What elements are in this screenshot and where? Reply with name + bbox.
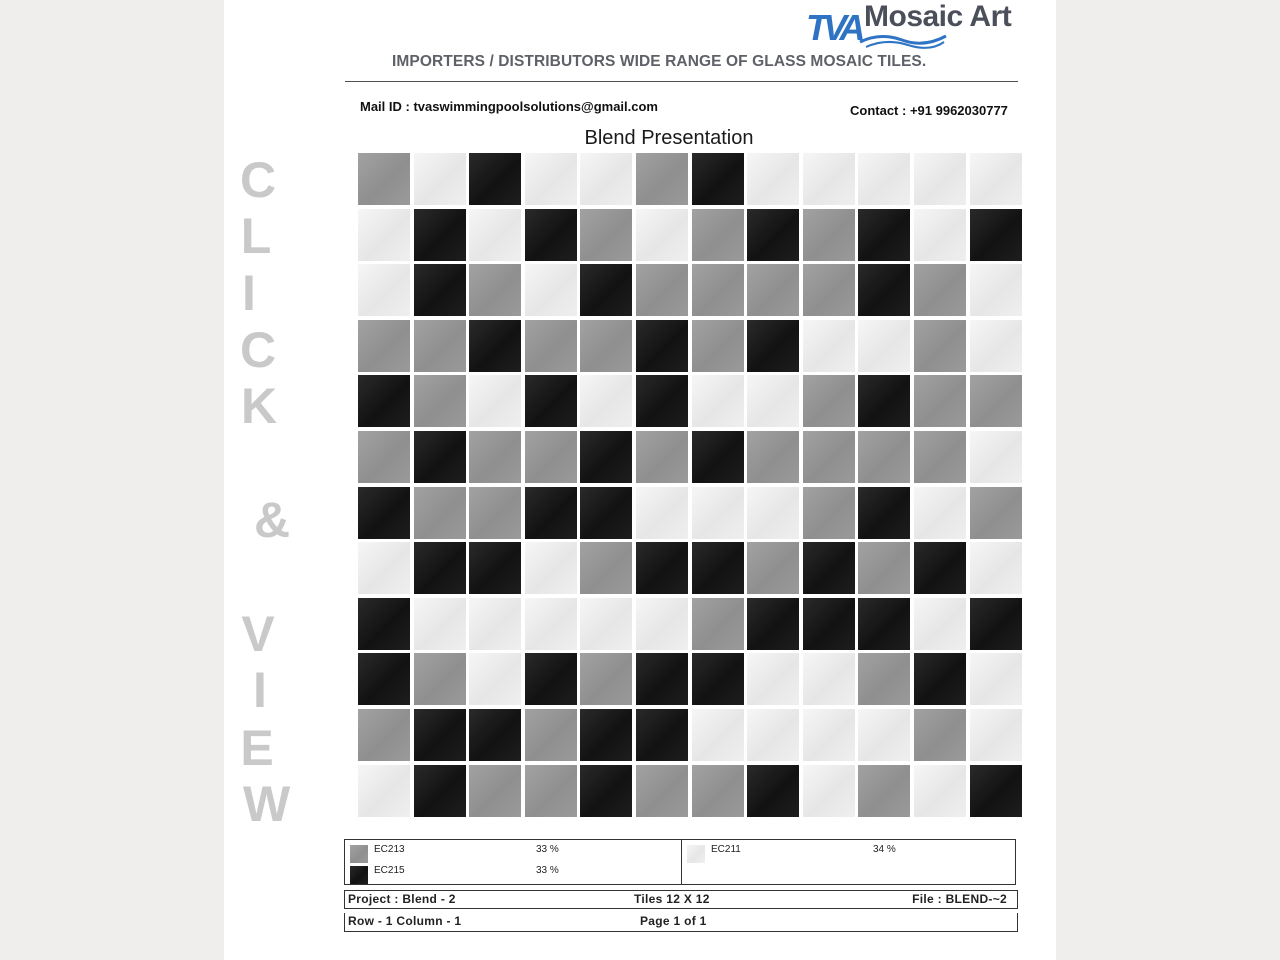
mosaic-tile [858,598,910,650]
mosaic-tile [747,653,799,705]
mosaic-tile [414,653,466,705]
mosaic-tile [580,320,632,372]
mosaic-tile [525,709,577,761]
mosaic-tile [692,598,744,650]
mosaic-tile [914,542,966,594]
mosaic-tile [469,375,521,427]
mosaic-tile [636,320,688,372]
page-info-bar [344,913,1018,932]
mosaic-tile [580,264,632,316]
mosaic-tile [580,487,632,539]
mosaic-tile [803,431,855,483]
tiles-count: Tiles 12 X 12 [634,892,710,906]
mosaic-tile [358,209,410,261]
mosaic-tile [803,653,855,705]
mosaic-tile [358,375,410,427]
mosaic-tile [636,653,688,705]
mosaic-tile [692,320,744,372]
legend-code: EC213 [374,844,405,855]
mosaic-tile [970,487,1022,539]
mosaic-tile [469,153,521,205]
legend-divider [681,840,682,884]
company-logo [806,0,1016,50]
side-letter: C [239,152,277,208]
mosaic-tile [580,153,632,205]
mosaic-tile [803,320,855,372]
mosaic-tile [692,653,744,705]
wave-icon [858,30,948,50]
mosaic-tile [914,487,966,539]
mosaic-tile [636,431,688,483]
mosaic-tile [580,209,632,261]
mosaic-tile [747,765,799,817]
mosaic-tile [469,487,521,539]
side-letter: K [240,378,278,434]
mosaic-tile [358,653,410,705]
mosaic-tile [525,542,577,594]
mosaic-tile [858,765,910,817]
mosaic-tile [970,209,1022,261]
mosaic-tile [803,487,855,539]
side-letter: I [253,662,267,718]
mosaic-tile [858,209,910,261]
mosaic-tile [469,264,521,316]
mosaic-tile [747,598,799,650]
swatch-ec211 [687,845,705,863]
mosaic-tile [692,487,744,539]
tile-grid [358,153,1022,817]
contact-number: Contact : +91 9962030777 [850,103,1008,118]
row-column: Row - 1 Column - 1 [348,914,462,928]
mosaic-tile [636,487,688,539]
mosaic-tile [803,765,855,817]
mosaic-tile [747,153,799,205]
mosaic-tile [525,765,577,817]
mosaic-tile [914,431,966,483]
legend-code: EC215 [374,865,405,876]
mosaic-tile [747,264,799,316]
mosaic-tile [525,653,577,705]
mosaic-tile [747,431,799,483]
mosaic-tile [525,487,577,539]
mosaic-tile [636,209,688,261]
mosaic-tile [914,653,966,705]
mosaic-tile [914,598,966,650]
mosaic-tile [803,153,855,205]
mosaic-tile [414,209,466,261]
header-divider [345,81,1018,82]
mosaic-tile [469,209,521,261]
mosaic-tile [525,375,577,427]
project-info-bar [344,890,1018,909]
mosaic-tile [803,209,855,261]
mosaic-tile [858,375,910,427]
overlay-block [238,876,298,916]
mosaic-tile [414,765,466,817]
mosaic-tile [580,375,632,427]
legend-percent: 33 % [536,844,559,855]
mosaic-tile [858,487,910,539]
mosaic-tile [970,375,1022,427]
legend-percent: 34 % [873,844,896,855]
mosaic-tile [636,264,688,316]
mosaic-tile [747,542,799,594]
side-letter: L [240,208,272,264]
mosaic-tile [803,709,855,761]
mosaic-tile [636,542,688,594]
mosaic-tile [858,431,910,483]
project-name: Project : Blend - 2 [348,892,456,906]
mosaic-tile [469,598,521,650]
mosaic-tile [414,153,466,205]
mosaic-tile [803,264,855,316]
mosaic-tile [914,709,966,761]
tagline: IMPORTERS / DISTRIBUTORS WIDE RANGE OF GLASS MOSAIC TILES. [392,53,927,70]
mosaic-tile [469,765,521,817]
mosaic-tile [914,153,966,205]
mosaic-tile [970,709,1022,761]
mosaic-tile [580,431,632,483]
swatch-ec215 [350,866,368,884]
mosaic-tile [358,320,410,372]
side-letter: & [253,492,291,548]
mosaic-tile [747,375,799,427]
mosaic-tile [858,542,910,594]
mosaic-tile [970,264,1022,316]
mosaic-tile [914,264,966,316]
mosaic-tile [636,765,688,817]
mosaic-tile [914,765,966,817]
mosaic-tile [525,264,577,316]
mosaic-tile [469,709,521,761]
mail-id: Mail ID : tvaswimmingpoolsolutions@gmail.com [360,99,658,114]
mosaic-tile [914,320,966,372]
mosaic-tile [525,320,577,372]
mosaic-tile [692,542,744,594]
mosaic-tile [692,153,744,205]
mosaic-tile [414,320,466,372]
mosaic-tile [580,542,632,594]
mosaic-tile [692,431,744,483]
mosaic-tile [358,709,410,761]
mosaic-tile [358,153,410,205]
mosaic-tile [803,542,855,594]
mosaic-tile [414,487,466,539]
side-letter: W [243,776,291,832]
mosaic-tile [414,709,466,761]
mosaic-tile [469,431,521,483]
mosaic-tile [970,598,1022,650]
mosaic-tile [636,153,688,205]
mosaic-tile [692,209,744,261]
logo-mark: TVA [806,7,861,48]
mosaic-tile [414,375,466,427]
mosaic-tile [747,487,799,539]
mosaic-tile [747,709,799,761]
mosaic-tile [970,765,1022,817]
mosaic-tile [970,431,1022,483]
mosaic-tile [580,653,632,705]
mosaic-tile [636,709,688,761]
mosaic-tile [914,209,966,261]
mosaic-tile [358,598,410,650]
page-number: Page 1 of 1 [640,914,707,928]
mosaic-tile [803,375,855,427]
mosaic-tile [692,765,744,817]
file-name: File : BLEND-~2 [912,892,1007,906]
legend-box [344,839,1016,885]
mosaic-tile [858,264,910,316]
mosaic-tile [358,431,410,483]
mosaic-tile [970,320,1022,372]
mosaic-tile [358,542,410,594]
mosaic-tile [414,264,466,316]
mosaic-tile [970,153,1022,205]
mosaic-tile [858,709,910,761]
mosaic-tile [636,375,688,427]
side-letter: V [241,606,275,662]
mosaic-tile [914,375,966,427]
mosaic-tile [692,264,744,316]
side-letter: E [240,720,274,776]
side-letter: I [242,265,256,321]
mosaic-tile [858,653,910,705]
mosaic-tile [469,320,521,372]
mosaic-tile [692,709,744,761]
mosaic-tile [580,709,632,761]
mosaic-tile [580,598,632,650]
mosaic-tile [858,153,910,205]
mosaic-tile [525,153,577,205]
logo-text: Mosaic Art [864,0,1012,33]
mosaic-tile [636,598,688,650]
mosaic-tile [525,431,577,483]
mosaic-tile [970,653,1022,705]
mosaic-tile [692,375,744,427]
mosaic-tile [747,209,799,261]
legend-percent: 33 % [536,865,559,876]
swatch-ec213 [350,845,368,863]
mosaic-tile [525,598,577,650]
mosaic-tile [358,765,410,817]
mosaic-tile [803,598,855,650]
mosaic-tile [525,209,577,261]
legend-code: EC211 [711,844,741,855]
page-title: Blend Presentation [584,127,754,149]
mosaic-tile [414,431,466,483]
mosaic-tile [970,542,1022,594]
mosaic-tile [580,765,632,817]
mosaic-tile [358,487,410,539]
mosaic-tile [469,542,521,594]
side-letter: C [239,322,277,378]
mosaic-tile [469,653,521,705]
mosaic-tile [747,320,799,372]
mosaic-tile [858,320,910,372]
mosaic-tile [358,264,410,316]
mosaic-tile [414,542,466,594]
mosaic-tile [414,598,466,650]
